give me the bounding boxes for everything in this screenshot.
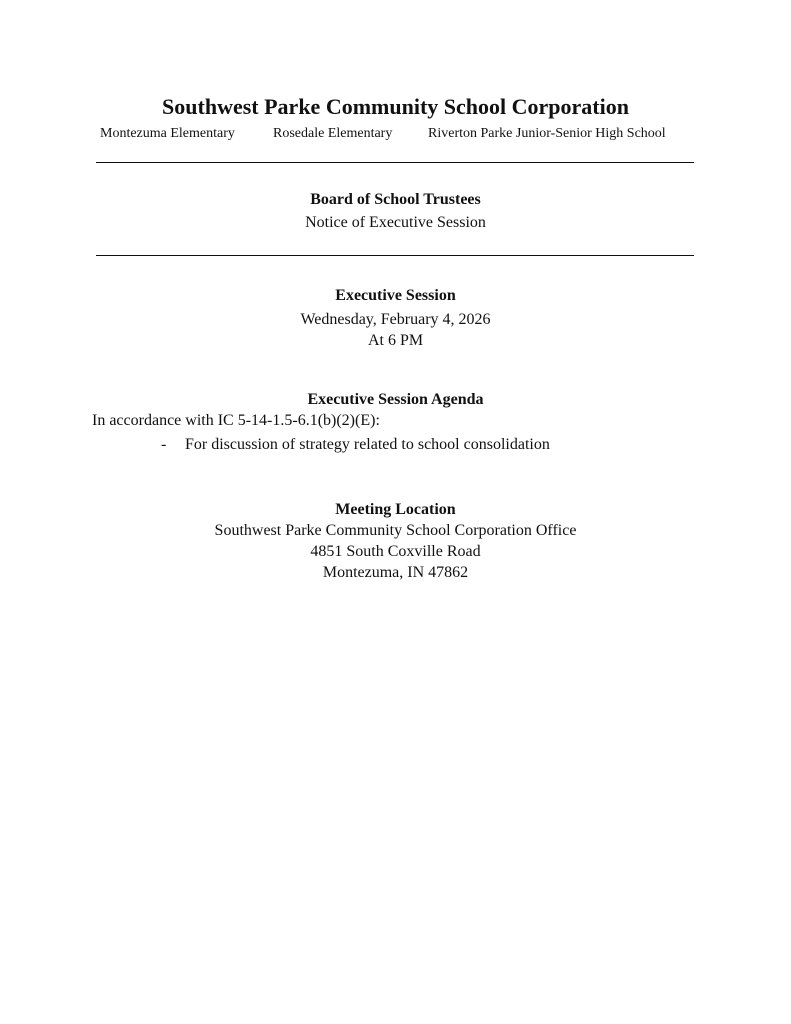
executive-session-heading: Executive Session [335, 287, 456, 304]
agenda-bullet: - [161, 436, 167, 453]
location-city: Montezuma, IN 47862 [322, 564, 469, 581]
header-divider [96, 162, 694, 163]
session-date: Wednesday, February 4, 2026 [300, 311, 491, 328]
school-montezuma-elementary: Montezuma Elementary [100, 126, 235, 141]
school-riverton-parke-jr-sr-high: Riverton Parke Junior-Senior High School [428, 126, 666, 141]
agenda-intro: In accordance with IC 5-14-1.5-6.1(b)(2)(E): [92, 412, 380, 429]
corporation-title: Southwest Parke Community School Corporation [162, 94, 629, 119]
agenda-heading: Executive Session Agenda [307, 391, 484, 408]
school-list [0, 125, 791, 143]
location-office: Southwest Parke Community School Corporation Office [214, 522, 577, 539]
agenda-item-text: For discussion of strategy related to school consolidation [185, 436, 550, 453]
board-heading: Board of School Trustees [310, 191, 481, 208]
location-street: 4851 South Coxville Road [310, 543, 481, 560]
school-rosedale-elementary: Rosedale Elementary [273, 126, 393, 141]
agenda-item [161, 435, 550, 455]
meeting-location-heading: Meeting Location [335, 501, 456, 518]
session-time: At 6 PM [367, 332, 424, 349]
section-divider [96, 255, 694, 256]
notice-subheading: Notice of Executive Session [305, 214, 486, 231]
